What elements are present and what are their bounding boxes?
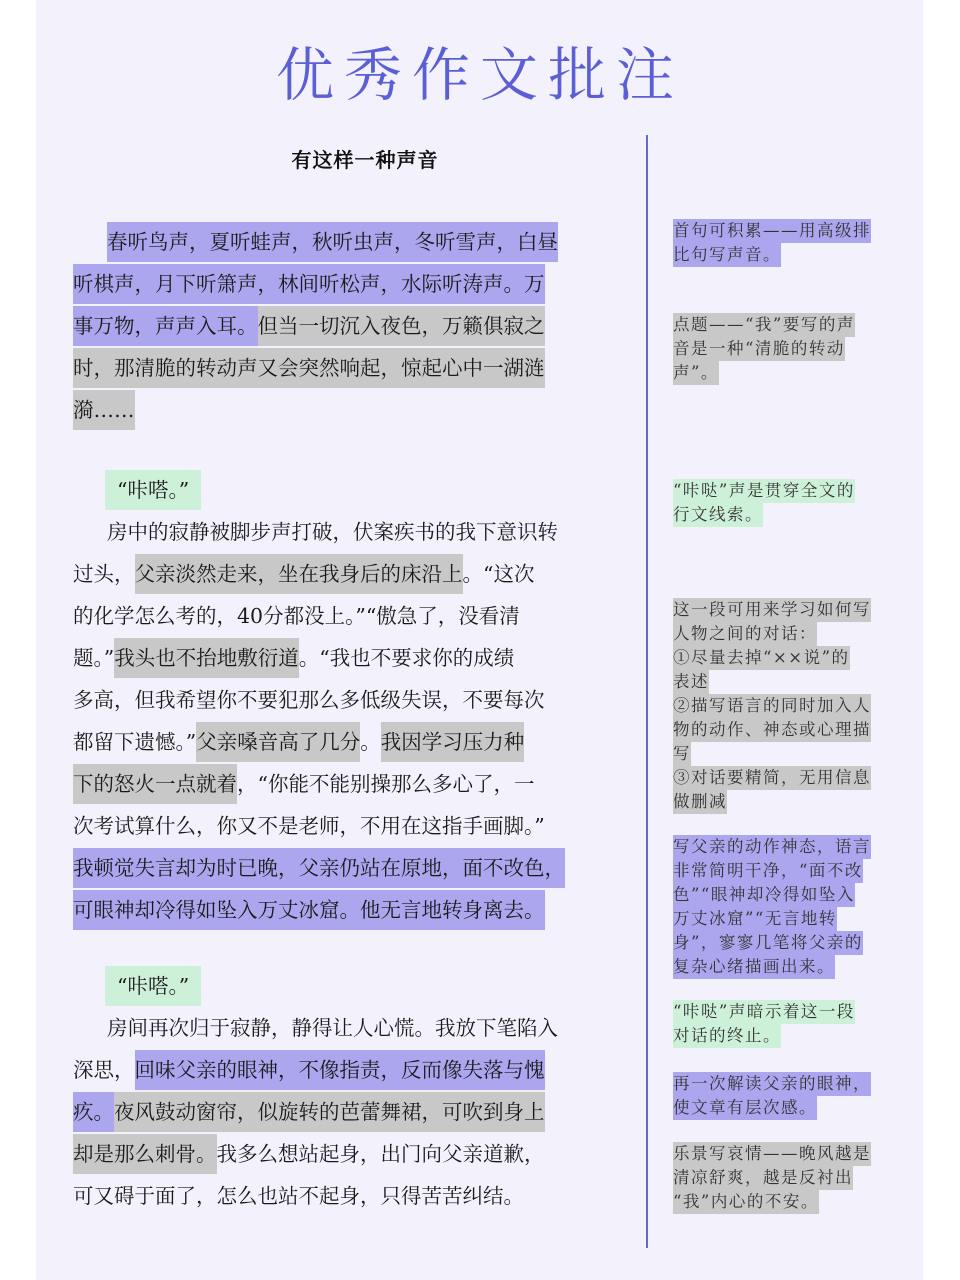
essay-line bbox=[73, 1092, 545, 1128]
highlight-gray: 但当一切沉入夜色，万籁俱寂之 bbox=[258, 306, 545, 346]
essay-line bbox=[73, 306, 545, 342]
annotation-line: 清凉舒爽，越是反衬出 bbox=[673, 1166, 853, 1190]
annotation-line: 这一段可用来学习如何写 bbox=[673, 598, 871, 622]
essay-text: 房间再次归于寂静，静得让人心慌。我放下笔陷入 bbox=[107, 1016, 558, 1040]
essay-text: 题。” bbox=[73, 646, 115, 670]
annotation-line: 对话的终止。 bbox=[673, 1024, 781, 1048]
highlight-gray: 我因学习压力种 bbox=[381, 722, 525, 762]
essay-line bbox=[73, 890, 545, 926]
annotation-line: 万丈冰窟”“无言地转 bbox=[673, 907, 837, 931]
essay-text: ，“你能不能别操那么多心了，一 bbox=[237, 772, 535, 796]
essay-text: 的化学怎么考的，40分都没上。”“傲急了，没看清 bbox=[73, 604, 520, 628]
essay-line bbox=[73, 264, 545, 300]
essay-text: 次考试算什么，你又不是老师，不用在这指手画脚。” bbox=[73, 814, 545, 838]
essay-line bbox=[73, 638, 514, 674]
annotation-line: 物的动作、神态或心理描 bbox=[673, 718, 871, 742]
annotation-line: 再一次解读父亲的眼神， bbox=[673, 1072, 871, 1096]
annotation-line: ②描写语言的同时加入人 bbox=[673, 694, 871, 718]
essay-line bbox=[107, 512, 558, 548]
highlight-gray: 父亲淡然走来，坐在我身后的床沿上 bbox=[135, 554, 463, 594]
highlight-purple: 春听鸟声，夏听蛙声，秋听虫声，冬听雪声，白昼 bbox=[107, 222, 558, 262]
annotation-line: “咔哒”声暗示着这一段 bbox=[673, 1000, 855, 1024]
highlight-gray: 却是那么刺骨。 bbox=[73, 1134, 217, 1174]
essay-text: 。 bbox=[360, 730, 381, 754]
essay-line bbox=[105, 470, 201, 506]
highlight-gray: 时，那清脆的转动声又会突然响起，惊起心中一湖涟 bbox=[73, 348, 545, 388]
essay-line bbox=[73, 848, 565, 884]
annotation-line: 表述 bbox=[673, 670, 709, 694]
essay-line bbox=[73, 390, 135, 426]
essay-text: 可又碍于面了，怎么也站不起身，只得苦苦纠结。 bbox=[73, 1184, 524, 1208]
annotation-line: 行文线索。 bbox=[673, 503, 763, 527]
essay-text: 房中的寂静被脚步声打破，伏案疾书的我下意识转 bbox=[107, 520, 558, 544]
highlight-purple: 听棋声，月下听箫声，林间听松声，水际听涛声。万 bbox=[73, 264, 545, 304]
essay-line bbox=[73, 722, 524, 758]
annotation-line: ③对话要精简，无用信息 bbox=[673, 766, 871, 790]
highlight-gray: 夜风鼓动窗帘，似旋转的芭蕾舞裙，可吹到身上 bbox=[114, 1092, 545, 1132]
essay-line bbox=[73, 596, 520, 632]
essay-line bbox=[73, 1134, 545, 1170]
highlight-gray: 下的怒火一点就着 bbox=[73, 764, 237, 804]
essay-text: 我多么想站起身，出门向父亲道歉， bbox=[216, 1142, 545, 1166]
essay-line bbox=[73, 1176, 524, 1212]
annotation-line: 色”“眼神却冷得如坠入 bbox=[673, 883, 855, 907]
highlight-gray: 父亲嗓音高了几分 bbox=[196, 722, 360, 762]
highlight-purple: 事万物，声声入耳。 bbox=[73, 306, 258, 346]
annotation-line: 做删减 bbox=[673, 790, 727, 814]
annotation-line: 非常简明干净，“面不改 bbox=[673, 859, 863, 883]
annotation-line: ①尽量去掉“××说”的 bbox=[673, 646, 850, 670]
essay-line bbox=[73, 680, 545, 716]
essay-line bbox=[107, 1008, 558, 1044]
annotation-line: 写 bbox=[673, 742, 691, 766]
essay-text: 。“我也不要求你的成绩 bbox=[298, 646, 515, 670]
essay-line bbox=[73, 348, 545, 384]
essay-text: 多高，但我希望你不要犯那么多低级失误，不要每次 bbox=[73, 688, 545, 712]
essay-line bbox=[73, 554, 534, 590]
annotation-line: 点题——“我”要写的声 bbox=[673, 313, 855, 337]
highlight-purple: 疚。 bbox=[73, 1092, 114, 1132]
essay-text: 过头， bbox=[73, 562, 135, 586]
annotation-line: 写父亲的动作神态，语言 bbox=[673, 835, 871, 859]
column-divider bbox=[646, 135, 648, 1248]
annotation-line: 音是一种“清脆的转动 bbox=[673, 337, 845, 361]
highlight-gray: 我头也不抬地敷衍道 bbox=[114, 638, 299, 678]
annotation-line: 比句写声音。 bbox=[673, 243, 781, 267]
highlight-purple: 可眼神却冷得如坠入万丈冰窟。他无言地转身离去。 bbox=[73, 890, 545, 930]
highlight-green: “咔嗒。” bbox=[105, 966, 201, 1006]
essay-text: 。“这次 bbox=[462, 562, 535, 586]
highlight-purple: 回味父亲的眼神，不像指责，反而像失落与愧 bbox=[135, 1050, 545, 1090]
essay-title: 有这样一种声音 bbox=[291, 148, 439, 172]
annotation-line: 人物之间的对话： bbox=[673, 622, 817, 646]
essay-line bbox=[73, 806, 545, 842]
essay-line bbox=[107, 222, 558, 258]
essay-text: 深思， bbox=[73, 1058, 135, 1082]
annotation-line: “咔哒”声是贯穿全文的 bbox=[673, 479, 855, 503]
annotation-line: 乐景写哀情——晚风越是 bbox=[673, 1142, 871, 1166]
essay-line bbox=[73, 1050, 545, 1086]
annotation-line: 使文章有层次感。 bbox=[673, 1096, 817, 1120]
annotation-line: 声”。 bbox=[673, 361, 719, 385]
page-title: 优秀作文批注 bbox=[275, 41, 684, 109]
highlight-gray: 漪…… bbox=[73, 390, 135, 430]
annotation-line: 复杂心绪描画出来。 bbox=[673, 955, 835, 979]
essay-line bbox=[105, 966, 201, 1002]
essay-line bbox=[73, 764, 534, 800]
annotation-line: 身”，寥寥几笔将父亲的 bbox=[673, 931, 863, 955]
annotation-line: “我”内心的不安。 bbox=[673, 1190, 819, 1214]
essay-text: 都留下遗憾。” bbox=[73, 730, 197, 754]
highlight-green: “咔嗒。” bbox=[105, 470, 201, 510]
highlight-purple: 我顿觉失言却为时已晚，父亲仍站在原地，面不改色， bbox=[73, 848, 565, 888]
annotation-line: 首句可积累——用高级排 bbox=[673, 219, 871, 243]
